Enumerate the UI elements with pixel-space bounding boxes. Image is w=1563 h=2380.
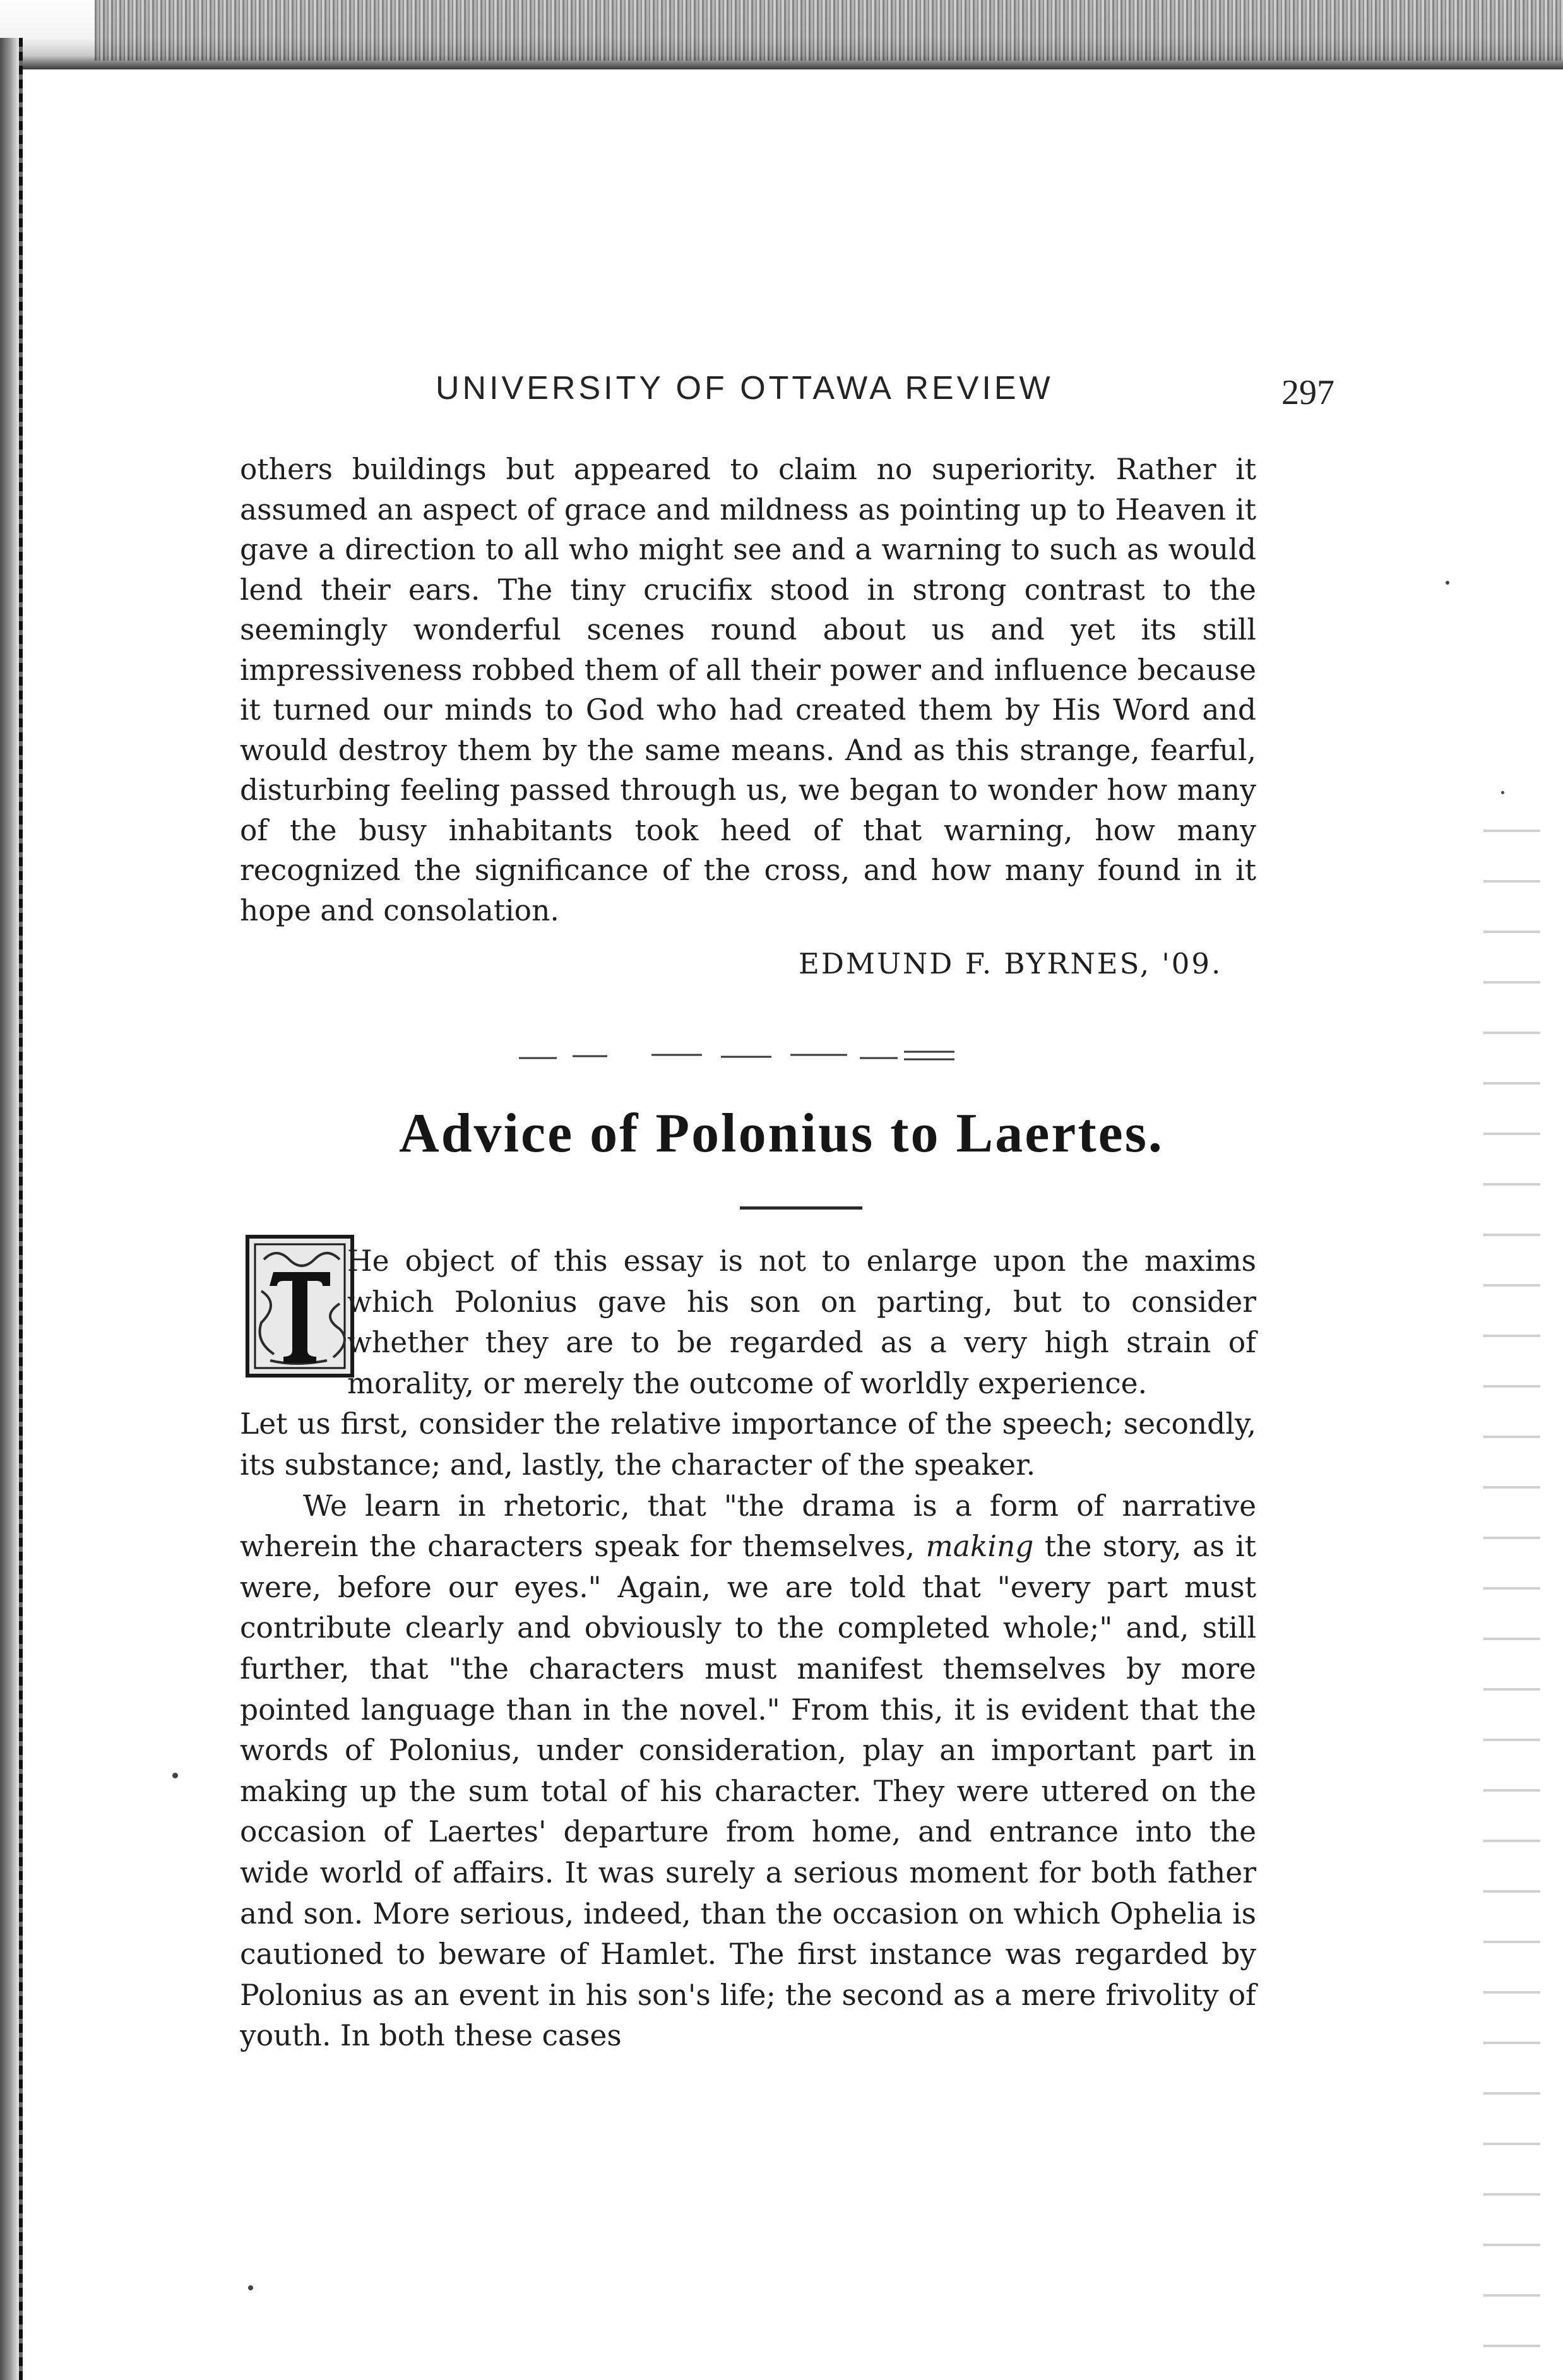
second-paragraph (240, 1486, 1256, 2057)
closing-paragraph: others buildings but appeared to claim no superiority. Rather it assumed an aspect of grace and mildness as pointing up to Heaven it gave a direction to all who might see and a warning to such as would lend their ears. The tiny crucifix stood in strong contrast to the seemingly wonderful scenes round about us and yet its still impressiveness robbed them of all their power and influence because it turned our minds to God who had created them by His Word and would destroy them by the same means. And as this strange, fearful, disturbing feeling passed through us, we began to wonder how many of the busy inhabitants took heed of that warning, how many recognized the significance of the cross, and how many found in it hope and consolation. (240, 453, 1256, 927)
opening-paragraph-rest: Let us first, consider the relative importance of the speech; secondly, its substance; and, lastly, the character of the speaker. (240, 1407, 1256, 1482)
stray-ink-mark (172, 1773, 178, 1778)
stray-ink-mark (1446, 581, 1449, 585)
article-title: Advice of Polonius to Laertes. (399, 1103, 1164, 1164)
stray-ink-mark (1501, 791, 1504, 794)
author-signature: EDMUND F. BYRNES, '09. (799, 947, 1223, 980)
opening-paragraph-lead: He object of this essay is not to enlarge upon the maxims which Polonius gave his son on parting, but to consider whether they are to be regarded as a very high strain of morality, or merely the outcome of worldly experience. (347, 1244, 1256, 1400)
page-number: 297 (1281, 373, 1334, 412)
running-head: UNIVERSITY OF OTTAWA REVIEW (436, 370, 1054, 407)
stray-ink-mark (248, 2285, 253, 2290)
title-underline (740, 1206, 862, 1210)
second-paragraph-part-b: the story, as it were, before our eyes." Again, we are told that "every part must contribute clearly and obviously to the completed whole;" and, still further, that "the characters must manifest themselves by more pointed language than in the novel." From this, it is evident that the words of Polonius, under consideration, play an important part in making up the sum total of his character. They were uttered on the occasion of Laertes' departure from home, and entrance into the wide world of affairs. It was surely a serious moment for both father and son. More serious, indeed, than the occasion on which Ophelia is cautioned to beware of Hamlet. The first instance was regarded by Polonius as an event in his son's life; the second as a mere frivolity of youth. In both these cases (240, 1530, 1256, 2053)
article-body (240, 1241, 1256, 2057)
emphasized-word: making (925, 1530, 1034, 1564)
section-divider-ornament (519, 1047, 954, 1063)
second-paragraph-part-a: We learn in rhetoric, that "the drama is a form of narrative wherein the characters speak for themselves, (240, 1489, 1256, 1564)
previous-essay-ending (240, 449, 1256, 931)
